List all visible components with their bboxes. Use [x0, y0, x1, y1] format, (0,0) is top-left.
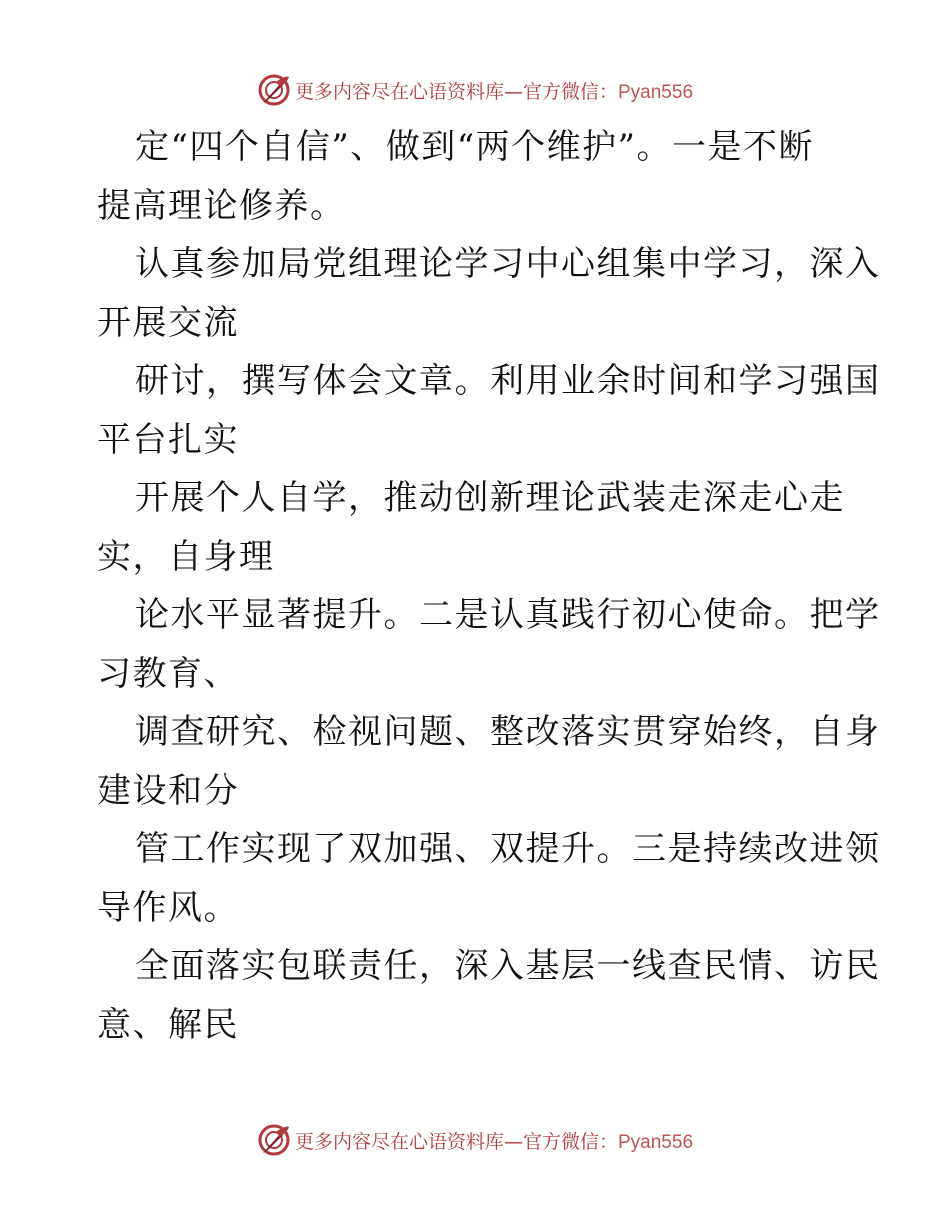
- text-line: 开展个人自学，推动创新理论武装走深走心走: [135, 478, 845, 518]
- document-body: [97, 118, 881, 1054]
- text-line: 全面落实包联责任，深入基层一线查民情、访民: [135, 946, 881, 986]
- header-banner: [0, 70, 950, 110]
- text-line: 实，自身理: [97, 536, 275, 577]
- banner-text: 更多内容尽在心语资料库—官方微信：Pyan556: [294, 80, 694, 103]
- text-line: 定“四个自信”、做到“两个维护”。一是不断: [135, 127, 815, 167]
- text-line: 建设和分: [97, 770, 239, 811]
- text-line: 管工作实现了双加强、双提升。三是持续改进领: [135, 829, 881, 869]
- footer-banner: [0, 1120, 950, 1160]
- text-line: 论水平显著提升。二是认真践行初心使命。把学: [135, 595, 881, 635]
- text-line: 调查研究、检视问题、整改落实贯穿始终，自身: [135, 712, 881, 752]
- text-line: 意、解民: [97, 1004, 239, 1045]
- quill-pen-logo-icon: [257, 1123, 291, 1157]
- text-line: 开展交流: [97, 302, 239, 343]
- text-line: 平台扎实: [97, 419, 239, 460]
- text-line: 研讨，撰写体会文章。利用业余时间和学习强国: [135, 361, 881, 401]
- text-line: 提高理论修养。: [97, 185, 346, 226]
- text-line: 习教育、: [97, 653, 239, 694]
- quill-pen-logo-icon: [257, 73, 291, 107]
- banner-text: 更多内容尽在心语资料库—官方微信：Pyan556: [294, 1130, 694, 1153]
- text-line: 导作风。: [97, 887, 239, 928]
- text-line: 认真参加局党组理论学习中心组集中学习，深入: [135, 244, 881, 284]
